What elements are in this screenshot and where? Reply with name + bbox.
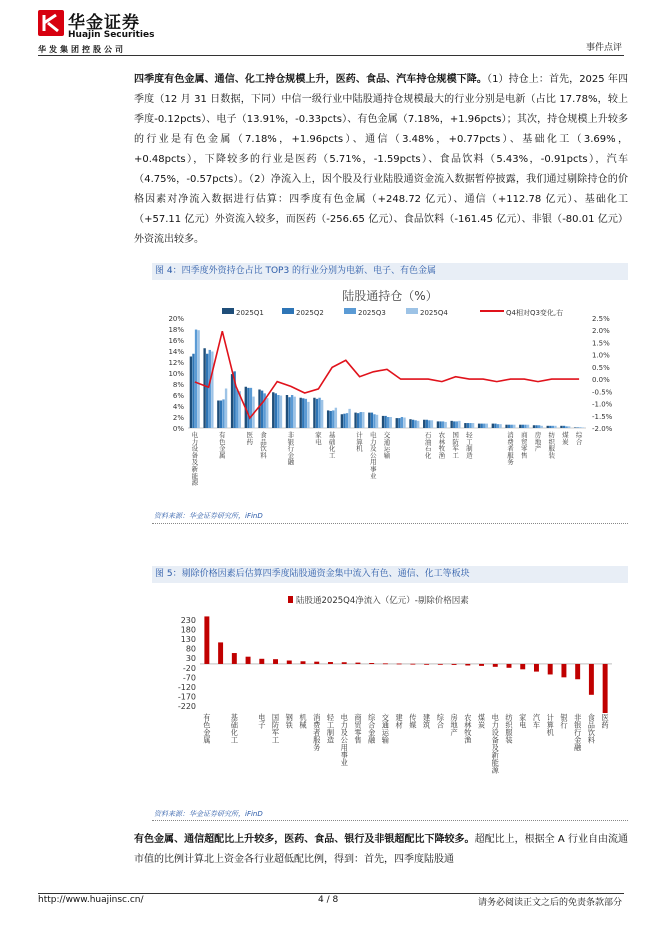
bar-2025Q2 [302,398,304,428]
bar-2025Q2 [288,397,290,428]
footer-divider [38,893,624,894]
x-tick-label: 医药 [601,713,609,730]
bar-2025Q2 [453,421,455,428]
bar-2025Q2 [563,426,565,428]
bar-net-inflow [246,657,251,664]
legend-swatch [344,308,356,314]
logo-cn-text: 华金证券 [68,13,140,33]
legend-swatch [282,308,294,314]
x-tick-label: 房地产 [450,713,458,737]
x-tick-label: 商贸零售 [520,431,528,460]
y2-tick-label: 2.0% [592,327,610,336]
bar-2025Q2 [467,423,469,428]
legend-swatch [288,596,293,603]
bar-net-inflow [287,661,292,664]
bar-2025Q3 [511,425,513,428]
y-tick-label: 180 [180,625,196,635]
holdings-chart [152,282,628,508]
bar-2025Q3 [222,399,224,428]
x-tick-label: 电力及公用事业 [340,713,348,767]
x-tick-label: 纺织服装 [505,713,513,745]
bar-2025Q3 [346,413,348,428]
bar-2025Q2 [494,424,496,428]
bar-net-inflow [561,664,566,677]
y2-tick-label: 1.5% [592,339,610,348]
bar-net-inflow [465,664,470,666]
y2-tick-label: -2.0% [592,425,613,433]
bar-2025Q3 [332,410,334,428]
x-tick-label: 基础化工 [328,431,336,460]
y-tick-label: 230 [180,616,196,625]
bar-net-inflow [369,663,374,664]
bar-2025Q3 [209,350,211,428]
bar-2025Q3 [428,420,430,428]
logo [38,8,188,46]
x-tick-label: 基础化工 [230,713,238,745]
x-tick-label: 钢铁 [285,713,293,730]
x-tick-label: 国防军工 [452,431,459,460]
legend-label: Q4相对Q3变化,右 [506,309,564,317]
bar-2025Q3 [579,427,581,428]
figure-5-source: 资料来源：华金证券研究所，iFinD [154,810,263,818]
x-tick-label: 电力设备及新能源 [191,431,199,487]
bar-net-inflow [575,664,580,679]
bar-2025Q1 [547,426,549,428]
x-tick-label: 汽车 [532,713,541,730]
bar-2025Q2 [206,354,208,428]
y2-tick-label: 2.5% [592,315,610,323]
bar-2025Q1 [382,416,384,428]
bar-2025Q1 [396,418,398,428]
bar-2025Q4 [444,422,446,428]
bar-net-inflow [520,664,525,669]
y2-tick-label: 1.0% [592,351,610,360]
bar-2025Q3 [277,395,279,428]
bar-net-inflow [232,653,237,664]
bar-2025Q3 [236,390,238,429]
paragraph-holdings-lead: 四季度有色金属、通信、化工持仓规模上升，医药、食品、汽车持仓规模下降。 [134,74,487,85]
bar-2025Q1 [258,390,260,429]
bar-2025Q2 [275,393,277,428]
bar-2025Q1 [505,425,507,428]
y-tick-label: 18% [168,326,184,334]
bar-2025Q4 [568,426,570,428]
y-tick-label: 20% [168,315,184,323]
bar-net-inflow [479,664,484,666]
bar-2025Q4 [513,425,515,428]
x-tick-label: 电力设备及新能源 [491,713,499,775]
bar-2025Q1 [341,414,343,428]
y-tick-label: 12% [168,359,184,367]
figure-4-source: 资料来源：华金证券研究所，iFinD [154,512,263,520]
y-tick-label: -170 [177,692,196,702]
paragraph-holdings [134,70,628,260]
bar-2025Q2 [343,414,345,428]
bar-net-inflow [603,664,608,713]
bar-net-inflow [589,664,594,695]
x-tick-label: 国防军工 [271,713,280,745]
y2-tick-label: -1.0% [592,400,613,409]
figure-5-divider [152,820,628,821]
bar-2025Q3 [387,417,389,428]
bar-2025Q1 [478,424,480,428]
y2-tick-label: -1.5% [592,412,613,421]
bar-2025Q2 [480,424,482,428]
bar-2025Q3 [195,330,197,428]
header-divider [38,55,624,56]
page-number: 4 / 8 [318,895,339,905]
x-tick-label: 交通运输 [383,431,391,460]
bar-net-inflow [342,662,347,664]
bar-2025Q2 [247,388,249,428]
bar-2025Q1 [286,395,288,428]
bar-2025Q4 [376,415,378,428]
x-tick-label: 消费者服务 [313,713,321,752]
report-type: 事件点评 [585,43,622,53]
bar-2025Q1 [190,357,192,429]
legend-label: 2025Q1 [236,309,264,317]
bar-net-inflow [493,664,498,667]
y-tick-label: 80 [185,644,196,654]
x-tick-label: 轻工制造 [466,431,473,460]
x-tick-label: 医药 [246,431,254,446]
x-tick-label: 食品饮料 [587,713,596,745]
bar-net-inflow [218,642,223,664]
y-tick-label: 30 [185,654,196,664]
bar-2025Q1 [409,419,411,428]
figure-5-caption: 图 5：剔除价格因素后估算四季度陆股通资金集中流入有色、通信、化工等板块 [152,566,628,583]
y2-tick-label: 0.5% [592,363,610,372]
legend-label: 2025Q4 [420,309,448,317]
bar-2025Q1 [492,424,494,428]
bar-2025Q1 [368,413,370,428]
bar-2025Q3 [538,425,540,428]
bar-net-inflow [424,664,429,665]
bar-2025Q2 [316,399,318,428]
x-tick-label: 综合 [436,713,444,730]
bar-2025Q3 [250,388,252,428]
x-tick-label: 农林牧渔 [464,713,472,745]
bar-2025Q1 [519,425,521,428]
bar-2025Q2 [426,420,428,428]
y-tick-label: 10% [168,370,184,378]
group-name: 华发集团控股公司 [38,45,126,54]
bar-2025Q4 [390,417,392,428]
bar-2025Q3 [565,426,567,428]
legend-swatch [222,308,234,314]
x-tick-label: 机械 [299,713,307,730]
legend-label: 2025Q2 [296,309,324,317]
bar-2025Q3 [401,417,403,428]
bar-2025Q2 [508,425,510,428]
bar-2025Q2 [192,354,194,428]
y-tick-label: 4% [172,403,184,411]
bar-2025Q4 [582,427,584,428]
bar-2025Q4 [486,424,488,428]
bar-net-inflow [410,664,415,665]
figure-4-divider [152,523,628,524]
bar-2025Q2 [261,391,263,428]
x-tick-label: 消费者服务 [507,431,514,467]
bar-2025Q1 [533,425,535,428]
bar-net-inflow [438,664,443,665]
bar-2025Q3 [318,398,320,428]
y-tick-label: -20 [182,663,196,673]
bar-2025Q4 [362,412,364,428]
y2-tick-label: -0.5% [592,388,613,397]
x-tick-label: 非银行金融 [287,431,295,467]
paragraph-overweight-body: 超配比上，根据全 A 行业自由流通市值的比例计算北上资金各行业超低配比例，得到：首先，四季度陆股通 [134,834,629,865]
bar-2025Q1 [464,423,466,428]
bar-2025Q1 [560,426,562,428]
x-tick-label: 交通运输 [381,713,390,745]
x-tick-label: 家电 [315,431,322,446]
bar-2025Q1 [231,374,233,428]
x-tick-label: 计算机 [546,713,554,737]
y-tick-label: 16% [168,337,184,345]
bar-2025Q3 [373,414,375,428]
y-tick-label: -220 [177,702,196,711]
x-tick-label: 综合 [575,431,583,446]
bar-2025Q3 [469,423,471,428]
y-tick-label: 8% [172,381,184,389]
footer-url-link[interactable]: http://www.huajinsc.cn/ [38,895,144,905]
bar-net-inflow [328,662,333,664]
bar-2025Q1 [450,421,452,428]
bar-2025Q4 [321,400,323,428]
x-tick-label: 石油石化 [424,431,432,460]
bar-2025Q3 [414,420,416,428]
chart-title: 陆股通2025Q4净流入（亿元）-剔除价格因素 [296,596,469,606]
x-tick-label: 纺织服装 [548,431,555,460]
bar-2025Q1 [327,410,329,428]
x-tick-label: 电子 [258,713,266,730]
bar-2025Q4 [280,396,282,428]
bar-2025Q4 [211,351,213,428]
bar-2025Q4 [541,426,543,428]
bar-2025Q4 [335,408,337,428]
bar-2025Q3 [456,421,458,428]
bar-net-inflow [204,616,209,664]
paragraph-overweight-lead: 有色金属、通信超配比上升较多，医药、食品、银行及非银超配比下降较多。 [134,834,475,845]
bar-2025Q2 [549,426,551,428]
bar-2025Q4 [417,421,419,428]
bar-net-inflow [383,663,388,664]
bar-net-inflow [259,659,264,664]
logo-en-text: Huajin Securities [68,30,155,40]
bar-2025Q4 [348,409,350,428]
paragraph-overweight [134,830,628,872]
bar-2025Q4 [197,330,199,428]
bar-2025Q2 [535,425,537,428]
y-tick-label: -70 [182,673,196,683]
y-tick-label: 2% [172,414,184,422]
bar-net-inflow [452,664,457,665]
bar-2025Q4 [266,398,268,428]
bar-2025Q3 [442,421,444,428]
y-tick-label: 6% [172,392,184,400]
bar-2025Q2 [330,411,332,428]
figure-4-caption: 图 4：四季度外资持仓占比 TOP3 的行业分别为电新、电子、有色金属 [152,263,628,280]
huajin-logo-icon [38,10,64,36]
y-tick-label: 130 [180,635,196,645]
bar-2025Q1 [354,413,356,428]
bar-net-inflow [534,664,539,672]
bar-2025Q3 [291,395,293,428]
bar-net-inflow [314,662,319,664]
bar-2025Q2 [412,420,414,428]
x-tick-label: 煤炭 [562,431,569,446]
bar-net-inflow [507,664,512,668]
bar-2025Q1 [300,398,302,428]
bar-2025Q2 [371,413,373,428]
footer-disclaimer: 请务必阅读正文之后的免责条款部分 [477,898,622,908]
x-tick-label: 银行 [560,713,568,730]
paragraph-holdings-body: （1）持仓上：首先，2025 年四季度（12 月 31 日数据，下同）中信一级行业中陆股通持仓规模最大的行业分别是电新（占比 17.78%，较上季度-0.12pcts）、电子（13.91%，-0.33pcts）、有色金属（7.18%，+1.96pcts）；其次，持仓规模上升较多的行业是有色金属（7.18%，+1.96pcts）、通信（3.48%，+0.77pcts）、基础化工（3.69%，+0.48pcts），下降较多的行业是医药（5.71%，-1.59pcts）、食品饮料（5.43%，-0.91pcts），汽车（4.75%，-0.57pcts）。（2）净流入上，因个股及行业陆股通资金流入数据暂停披露，我们通过剔除持仓的价格因素对净流入数据进行估算：四季度有色金属（+248.72 亿元）、通信（+112.78 亿元）、基础化工（+57.11 亿元）外资流入较多，而医药（-256.65 亿元）、食品饮料（-161.45 亿元）、非银（-80.01 亿元）外资流出较多。 [134,74,628,245]
legend-swatch [406,308,418,314]
bar-2025Q2 [384,416,386,428]
bar-2025Q1 [272,392,274,428]
x-tick-label: 家电 [519,713,527,730]
bar-2025Q4 [527,425,529,428]
x-tick-label: 轻工制造 [326,713,335,745]
x-tick-label: 商贸零售 [354,713,362,745]
bar-2025Q3 [552,426,554,428]
x-tick-label: 食品饮料 [260,431,267,460]
bar-net-inflow [273,659,278,664]
bar-2025Q4 [403,418,405,428]
bar-2025Q1 [217,401,219,429]
bar-2025Q4 [499,424,501,428]
y-tick-label: 14% [168,348,184,356]
x-tick-label: 建材 [395,713,403,730]
x-tick-label: 传媒 [409,713,417,730]
bar-2025Q2 [577,427,579,428]
bar-2025Q4 [431,420,433,428]
x-tick-label: 非银行金融 [574,713,582,752]
netflow-chart [152,584,628,806]
bar-2025Q4 [225,389,227,428]
bar-net-inflow [548,664,553,675]
bar-2025Q4 [554,426,556,428]
legend-label: 2025Q3 [358,309,386,317]
y2-tick-label: 0.0% [592,376,610,385]
bar-2025Q2 [398,418,400,428]
x-tick-label: 农林牧渔 [438,431,446,460]
bar-2025Q3 [524,425,526,428]
bar-2025Q2 [357,413,359,428]
bar-2025Q1 [437,421,439,428]
bar-net-inflow [301,661,306,664]
bar-2025Q3 [483,424,485,428]
bar-2025Q2 [522,425,524,428]
bar-2025Q3 [305,399,307,428]
bar-2025Q1 [423,420,425,428]
bar-2025Q1 [313,398,315,428]
x-tick-label: 建筑 [422,713,431,730]
bar-2025Q4 [458,421,460,428]
bar-2025Q2 [220,401,222,429]
bar-2025Q3 [360,412,362,428]
x-tick-label: 电力及公用事业 [370,431,377,480]
x-tick-label: 有色金属 [203,713,211,745]
x-tick-label: 煤炭 [477,713,486,730]
x-tick-label: 房地产 [534,431,542,453]
bar-net-inflow [397,664,402,665]
y-tick-label: -120 [177,682,196,692]
bar-2025Q4 [294,397,296,428]
bar-2025Q1 [574,427,576,428]
bar-2025Q4 [307,402,309,428]
x-tick-label: 综合金融 [368,713,376,745]
bar-2025Q4 [472,423,474,428]
chart-title: 陆股通持仓（%） [342,289,438,303]
bar-net-inflow [355,663,360,664]
x-tick-label: 有色金属 [219,431,226,460]
x-tick-label: 计算机 [356,431,363,453]
bar-2025Q1 [203,348,205,428]
y-tick-label: 0% [172,425,184,433]
bar-2025Q3 [497,424,499,428]
bar-2025Q2 [439,421,441,428]
